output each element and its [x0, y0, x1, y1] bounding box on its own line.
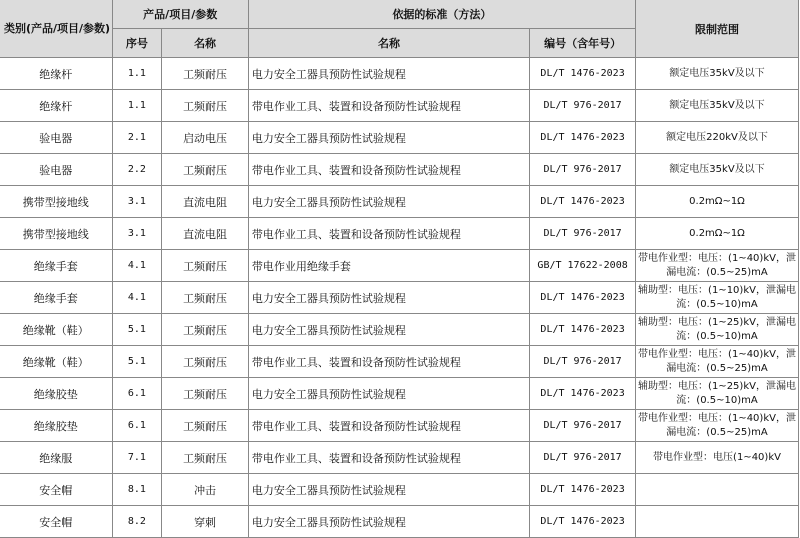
cell-standard-name: 带电作业工具、装置和设备预防性试验规程 — [248, 154, 529, 186]
cell-item-name: 工频耐压 — [162, 282, 249, 314]
table-row — [0, 186, 799, 218]
cell-seq: 1.1 — [112, 58, 162, 90]
table-row — [0, 58, 799, 90]
cell-standard-code: DL/T 1476-2023 — [530, 474, 636, 506]
table-header — [0, 0, 799, 58]
table-row — [0, 410, 799, 442]
cell-standard-name: 电力安全工器具预防性试验规程 — [248, 378, 529, 410]
cell-standard-code: GB/T 17622-2008 — [530, 250, 636, 282]
cell-category: 验电器 — [0, 154, 112, 186]
cell-limit: 0.2mΩ~1Ω — [636, 186, 799, 218]
table-row — [0, 282, 799, 314]
cell-standard-name: 电力安全工器具预防性试验规程 — [248, 474, 529, 506]
cell-item-name: 工频耐压 — [162, 442, 249, 474]
cell-standard-code: DL/T 976-2017 — [530, 154, 636, 186]
cell-limit: 额定电压220kV及以下 — [636, 122, 799, 154]
cell-item-name: 穿刺 — [162, 506, 249, 538]
cell-category: 绝缘手套 — [0, 282, 112, 314]
table-row — [0, 250, 799, 282]
table-row — [0, 474, 799, 506]
cell-standard-name: 带电作业用绝缘手套 — [248, 250, 529, 282]
cell-category: 绝缘胶垫 — [0, 410, 112, 442]
cell-seq: 5.1 — [112, 314, 162, 346]
cell-seq: 6.1 — [112, 378, 162, 410]
table-body — [0, 58, 799, 538]
cell-limit: 带电作业型：电压：(1~40)kV，泄漏电流：(0.5~25)mA — [636, 410, 799, 442]
cell-seq: 8.1 — [112, 474, 162, 506]
cell-standard-name: 电力安全工器具预防性试验规程 — [248, 58, 529, 90]
cell-limit: 额定电压35kV及以下 — [636, 58, 799, 90]
cell-category: 携带型接地线 — [0, 186, 112, 218]
cell-item-name: 工频耐压 — [162, 378, 249, 410]
cell-item-name: 直流电阻 — [162, 218, 249, 250]
cell-item-name: 工频耐压 — [162, 250, 249, 282]
cell-seq: 2.2 — [112, 154, 162, 186]
cell-item-name: 直流电阻 — [162, 186, 249, 218]
cell-item-name: 工频耐压 — [162, 410, 249, 442]
table-row — [0, 442, 799, 474]
cell-item-name: 工频耐压 — [162, 90, 249, 122]
cell-seq: 7.1 — [112, 442, 162, 474]
header-std-name: 名称 — [248, 29, 529, 58]
cell-limit — [636, 506, 799, 538]
cell-item-name: 启动电压 — [162, 122, 249, 154]
cell-category: 安全帽 — [0, 474, 112, 506]
cell-seq: 1.1 — [112, 90, 162, 122]
cell-item-name: 工频耐压 — [162, 154, 249, 186]
cell-standard-code: DL/T 1476-2023 — [530, 506, 636, 538]
cell-standard-code: DL/T 976-2017 — [530, 346, 636, 378]
cell-standard-code: DL/T 976-2017 — [530, 90, 636, 122]
cell-seq: 6.1 — [112, 410, 162, 442]
cell-standard-code: DL/T 1476-2023 — [530, 186, 636, 218]
cell-seq: 2.1 — [112, 122, 162, 154]
table-row — [0, 90, 799, 122]
cell-standard-name: 电力安全工器具预防性试验规程 — [248, 122, 529, 154]
cell-item-name: 工频耐压 — [162, 314, 249, 346]
cell-category: 绝缘靴（鞋） — [0, 314, 112, 346]
cell-standard-name: 带电作业工具、装置和设备预防性试验规程 — [248, 442, 529, 474]
cell-standard-name: 电力安全工器具预防性试验规程 — [248, 314, 529, 346]
cell-standard-code: DL/T 1476-2023 — [530, 122, 636, 154]
cell-standard-code: DL/T 976-2017 — [530, 442, 636, 474]
cell-category: 绝缘胶垫 — [0, 378, 112, 410]
cell-limit — [636, 474, 799, 506]
cell-category: 绝缘杆 — [0, 90, 112, 122]
cell-category: 绝缘靴（鞋） — [0, 346, 112, 378]
cell-limit: 额定电压35kV及以下 — [636, 90, 799, 122]
cell-limit: 辅助型：电压：(1~10)kV，泄漏电流：(0.5~10)mA — [636, 282, 799, 314]
cell-seq: 8.2 — [112, 506, 162, 538]
cell-item-name: 工频耐压 — [162, 58, 249, 90]
table-row — [0, 346, 799, 378]
cell-standard-code: DL/T 1476-2023 — [530, 282, 636, 314]
cell-category: 绝缘服 — [0, 442, 112, 474]
table-row — [0, 154, 799, 186]
cell-standard-code: DL/T 1476-2023 — [530, 58, 636, 90]
cell-seq: 4.1 — [112, 250, 162, 282]
table-row — [0, 314, 799, 346]
cell-standard-code: DL/T 976-2017 — [530, 218, 636, 250]
cell-limit: 0.2mΩ~1Ω — [636, 218, 799, 250]
cell-standard-name: 电力安全工器具预防性试验规程 — [248, 186, 529, 218]
cell-standard-name: 带电作业工具、装置和设备预防性试验规程 — [248, 410, 529, 442]
header-limit: 限制范围 — [636, 0, 799, 58]
cell-standard-name: 电力安全工器具预防性试验规程 — [248, 282, 529, 314]
cell-limit: 带电作业型：电压：(1~40)kV，泄漏电流：(0.5~25)mA — [636, 346, 799, 378]
cell-standard-code: DL/T 976-2017 — [530, 410, 636, 442]
header-group-item: 产品/项目/参数 — [112, 0, 248, 29]
cell-limit: 额定电压35kV及以下 — [636, 154, 799, 186]
cell-seq: 3.1 — [112, 218, 162, 250]
cell-seq: 4.1 — [112, 282, 162, 314]
cell-limit: 辅助型：电压：(1~25)kV，泄漏电流：(0.5~10)mA — [636, 314, 799, 346]
table-row — [0, 506, 799, 538]
header-category: 类别(产品/项目/参数) — [0, 0, 112, 58]
cell-item-name: 冲击 — [162, 474, 249, 506]
cell-limit: 带电作业型：电压(1~40)kV — [636, 442, 799, 474]
cell-standard-name: 带电作业工具、装置和设备预防性试验规程 — [248, 218, 529, 250]
cell-category: 安全帽 — [0, 506, 112, 538]
cell-category: 绝缘手套 — [0, 250, 112, 282]
table-row — [0, 122, 799, 154]
table-row — [0, 378, 799, 410]
header-group-standard: 依据的标准（方法） — [248, 0, 635, 29]
header-seq: 序号 — [112, 29, 162, 58]
cell-category: 携带型接地线 — [0, 218, 112, 250]
cell-standard-name: 带电作业工具、装置和设备预防性试验规程 — [248, 346, 529, 378]
cell-category: 绝缘杆 — [0, 58, 112, 90]
cell-standard-name: 电力安全工器具预防性试验规程 — [248, 506, 529, 538]
cell-standard-name: 带电作业工具、装置和设备预防性试验规程 — [248, 90, 529, 122]
cell-seq: 3.1 — [112, 186, 162, 218]
cell-standard-code: DL/T 1476-2023 — [530, 378, 636, 410]
cell-limit: 辅助型：电压：(1~25)kV，泄漏电流：(0.5~10)mA — [636, 378, 799, 410]
cell-item-name: 工频耐压 — [162, 346, 249, 378]
header-std-code: 编号（含年号） — [530, 29, 636, 58]
cell-seq: 5.1 — [112, 346, 162, 378]
header-item-name: 名称 — [162, 29, 249, 58]
cell-limit: 带电作业型：电压：(1~40)kV，泄漏电流：(0.5~25)mA — [636, 250, 799, 282]
table-row — [0, 218, 799, 250]
cell-category: 验电器 — [0, 122, 112, 154]
cell-standard-code: DL/T 1476-2023 — [530, 314, 636, 346]
